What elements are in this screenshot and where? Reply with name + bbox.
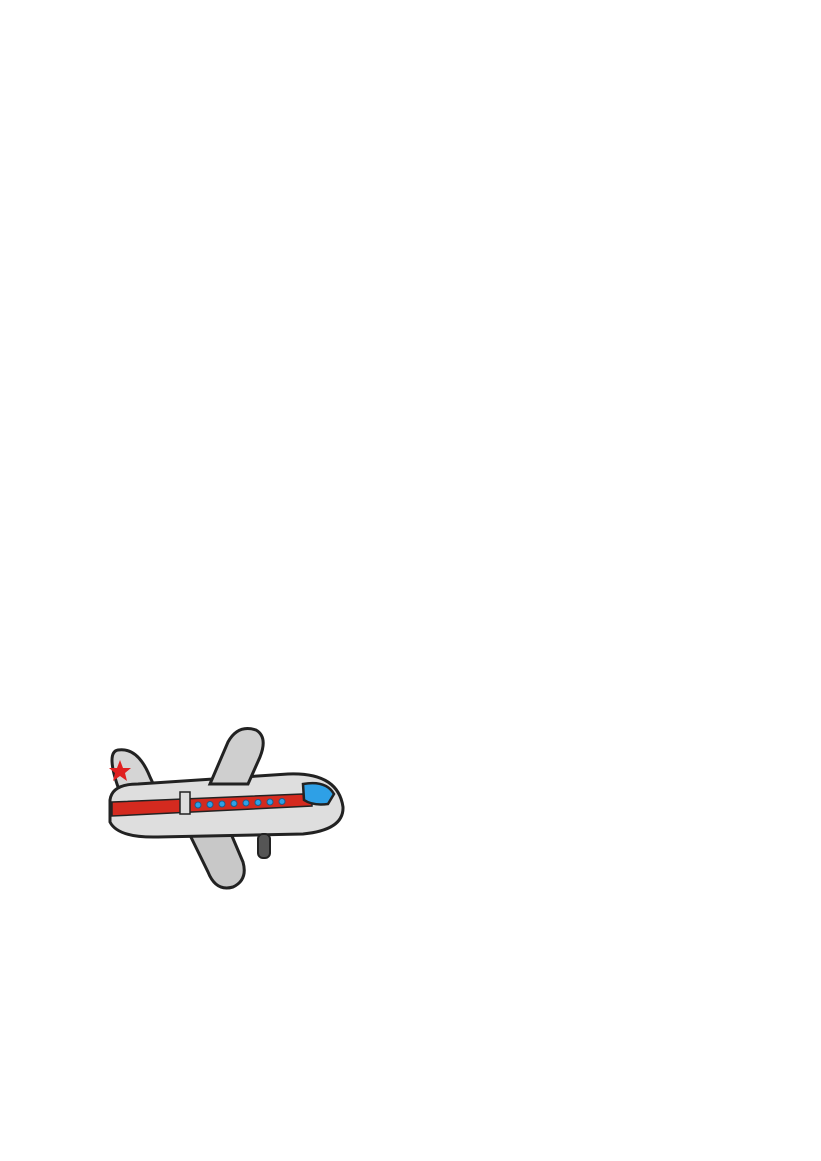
wheel: [258, 834, 270, 858]
door: [180, 792, 190, 814]
airplane-icon: [98, 722, 348, 897]
